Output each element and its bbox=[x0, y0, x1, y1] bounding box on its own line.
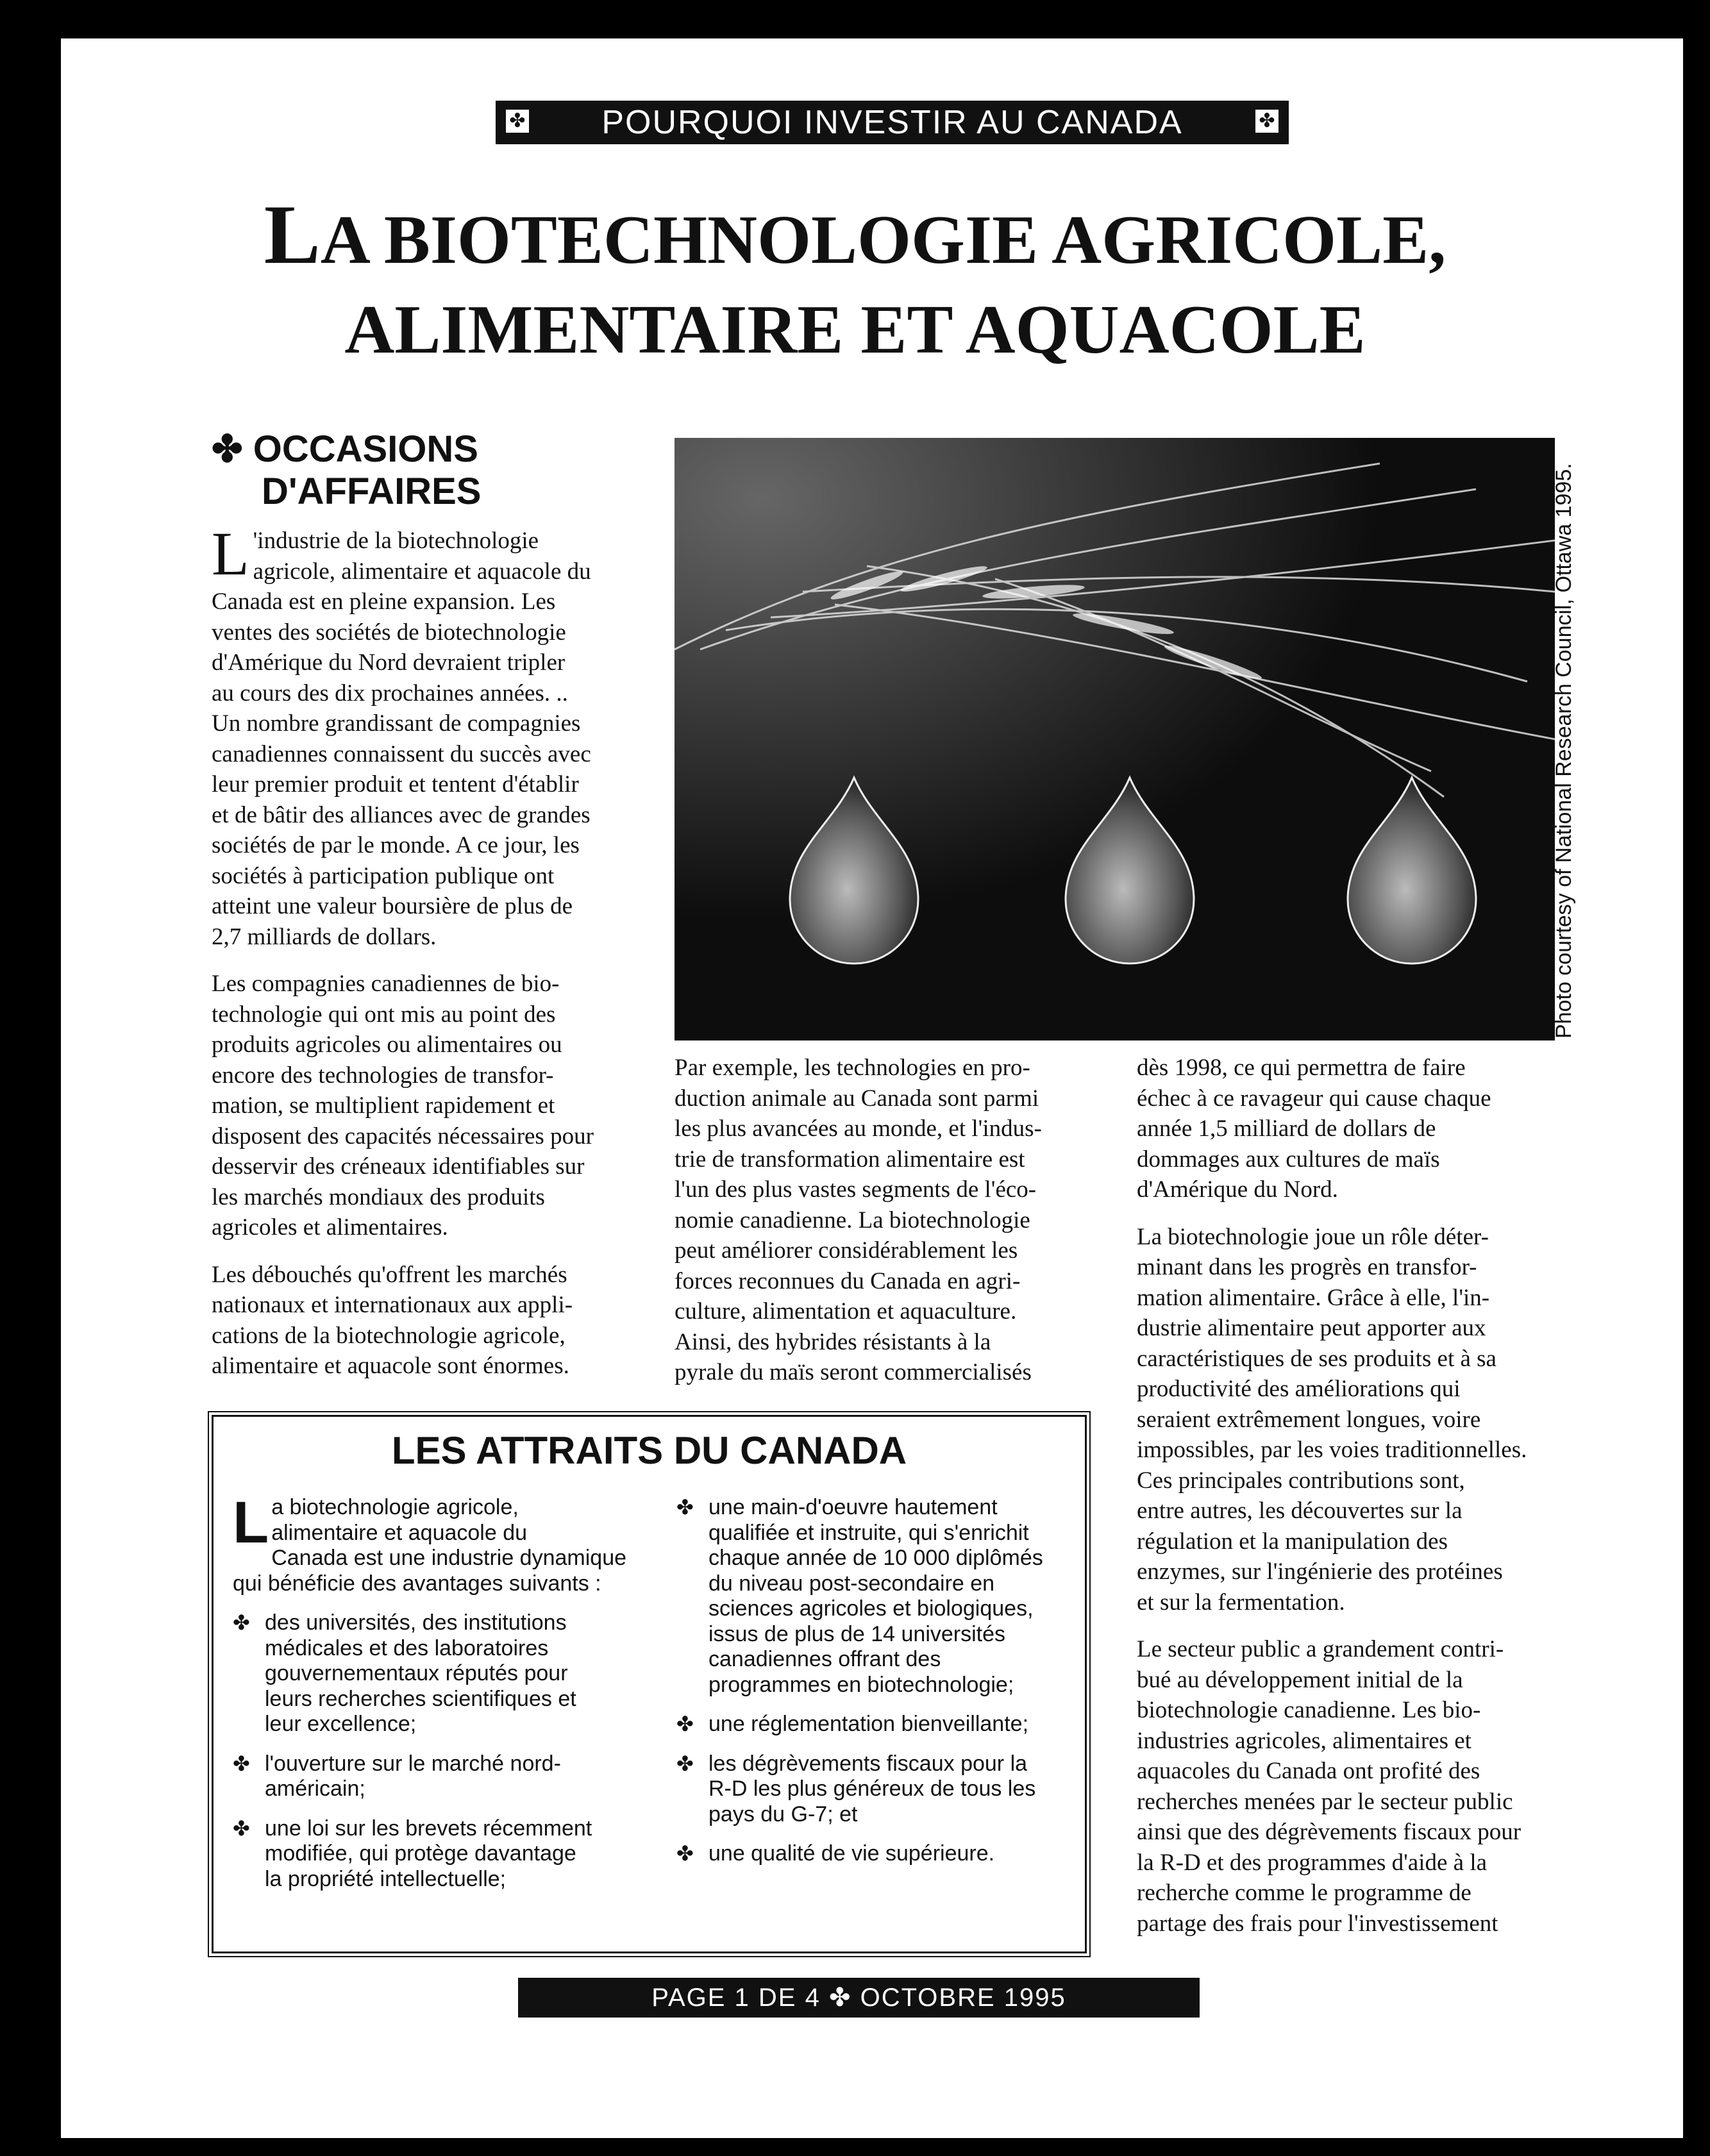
list-item-text: l'ouverture sur le marché nord- américain; bbox=[265, 1751, 561, 1801]
drop-cap: L bbox=[212, 519, 249, 588]
list-item bbox=[676, 1495, 1074, 1698]
maple-leaf-icon: ✤ bbox=[233, 1611, 250, 1634]
maple-leaf-icon: ✤ bbox=[676, 1751, 694, 1775]
canada-flag-icon: ✤ bbox=[1253, 107, 1281, 135]
photo-credit: Photo courtesy of National Research Council, Ottawa 1995. bbox=[1552, 463, 1576, 1039]
right-paragraph-3: Le secteur public a grandement contri- bué au développement initial de la biotechnologie canadienne. Les bio- industries agricoles, alimentaires et aquacoles du Canada ont profité des recherches menées par le secteur public ainsi que des dégrèvements fiscaux pour la R-D et des programmes d'aide à la recherche comme le programme de partage des frais pour l'investissement bbox=[1137, 1636, 1521, 1937]
page-footer: PAGE 1 DE 4 ✤ OCTOBRE 1995 bbox=[518, 1978, 1200, 2018]
section-heading bbox=[212, 428, 481, 513]
right-column bbox=[1137, 1053, 1560, 1955]
title-cap: L bbox=[264, 187, 321, 281]
left-column bbox=[212, 519, 648, 1398]
maple-leaf-icon: ✤ bbox=[676, 1496, 694, 1519]
page-title-line2 bbox=[0, 282, 1710, 367]
heading-line2: D'AFFAIRES bbox=[262, 471, 482, 512]
box-right-column bbox=[676, 1495, 1074, 1881]
maple-leaf-icon: ✤ bbox=[233, 1751, 250, 1775]
page-title-line1 bbox=[0, 187, 1710, 281]
heading-line1: OCCASIONS bbox=[253, 428, 478, 470]
list-item-text: des universités, des institutions médicales et des laboratoires gouvernementaux réputés pour leurs recherches scientifiques et leur excellence; bbox=[265, 1610, 576, 1736]
list-item-text: les dégrèvements fiscaux pour la R-D les plus généreux de tous les pays du G-7; et bbox=[708, 1751, 1036, 1826]
photo-image bbox=[675, 438, 1555, 1040]
box-intro-text: a biotechnologie agricole, alimentaire et aquacole du Canada est une industrie dynamique qui bénéficie des avantages suivants : bbox=[233, 1495, 627, 1596]
left-paragraph-2: Les compagnies canadiennes de bio- technologie qui ont mis au point des produits agricoles ou alimentaires ou encore des technologies de transfor- mation, se multiplient rapidement et disposent des capacités nécessaires pour desservir des créneaux identifiables sur les marchés mondiaux des produits agricoles et alimentaires. bbox=[212, 971, 594, 1241]
right-paragraph-2: La biotechnologie joue un rôle déter- minant dans les progrès en transfor- mation alimentaire. Grâce à elle, l'in- dustrie alimentaire peut apporter aux caractéristiques de ses produits et à sa productivité des améliorations qui seraient extrêmement longues, voire impossibles, par les voies traditionnelles. Ces principales contributions sont, entre autres, les découvertes sur la régulation et la manipulation des enzymes, sur l'ingénierie des protéines et sur la fermentation. bbox=[1137, 1223, 1527, 1616]
title-rest: A BIOTECHNOLOGIE AGRICOLE, bbox=[320, 202, 1446, 278]
list-item-text: une réglementation bienveillante; bbox=[708, 1712, 1029, 1736]
middle-column bbox=[675, 1053, 1098, 1405]
canada-flag-icon: ✤ bbox=[503, 107, 532, 135]
list-item-text: une loi sur les brevets récemment modifiée, qui protège davantage la propriété intellectuelle; bbox=[265, 1816, 592, 1891]
list-item bbox=[233, 1610, 630, 1737]
attraits-box bbox=[212, 1415, 1087, 1953]
list-item bbox=[676, 1712, 1074, 1737]
title-line2-text: ALIMENTAIRE ET AQUACOLE bbox=[344, 292, 1366, 368]
box-left-column bbox=[233, 1490, 630, 1906]
left-paragraph-3: Les débouchés qu'offrent les marchés nationaux et internationaux aux appli- cations de la biotechnologie agricole, alimentaire et aquacole sont énormes. bbox=[212, 1261, 573, 1379]
box-title: LES ATTRAITS DU CANADA bbox=[391, 1429, 907, 1472]
banner-text: POURQUOI INVESTIR AU CANADA bbox=[601, 104, 1183, 141]
box-drop-cap: L bbox=[233, 1490, 269, 1555]
right-paragraph-1: dès 1998, ce qui permettra de faire échec à ce ravageur qui cause chaque année 1,5 milliard de dollars de dommages aux cultures de maïs d'Amérique du Nord. bbox=[1137, 1055, 1491, 1203]
maple-leaf-icon: ✤ bbox=[233, 1816, 250, 1840]
middle-paragraph-1: Par exemple, les technologies en pro- duction animale au Canada sont parmi les plus avancées au monde, et l'indus- trie de transformation alimentaire est l'un des plus vastes segments de l'éco- nomie canadienne. La biotechnologie peut améliorer considérablement les forces reconnues du Canada en agri- culture, alimentation et aquaculture. Ainsi, des hybrides résistants à la pyrale du maïs seront commercialisés bbox=[675, 1055, 1042, 1385]
left-p1-text: 'industrie de la biotechnologie agricole, alimentaire et aquacole du Canada est en pleine expansion. Les ventes des sociétés de biotechnologie d'Amérique du Nord devraient tripler au cours des dix prochaines années. .. Un nombre grandissant de compagnies canadiennes connaissent du succès avec leur premier produit et tentent d'établir et de bâtir des alliances avec de grandes sociétés de par le monde. A ce jour, les sociétés à participation publique ont atteint une valeur boursière de plus de 2,7 milliards de dollars. bbox=[212, 528, 591, 950]
maple-leaf-icon: ✤ bbox=[676, 1712, 694, 1735]
list-item bbox=[676, 1841, 1074, 1867]
list-item bbox=[233, 1751, 630, 1802]
list-item-text: une qualité de vie supérieure. bbox=[708, 1841, 995, 1866]
list-item bbox=[676, 1751, 1074, 1828]
left-paragraph-1 bbox=[212, 519, 648, 952]
box-intro bbox=[233, 1490, 630, 1596]
maple-leaf-icon: ✤ bbox=[212, 428, 243, 470]
maple-leaf-icon: ✤ bbox=[676, 1842, 694, 1865]
list-item-text: une main-d'oeuvre hautement qualifiée et instruite, qui s'enrichit chaque année de 10 000 diplômés du niveau post-secondaire en sciences agricoles et biologiques, issus de plus de 14 universités canadiennes offrant des programmes en biotechnologie; bbox=[708, 1495, 1043, 1697]
list-item bbox=[233, 1816, 630, 1893]
photo-wheat-droplets bbox=[675, 438, 1555, 1040]
header-banner bbox=[496, 101, 1289, 144]
